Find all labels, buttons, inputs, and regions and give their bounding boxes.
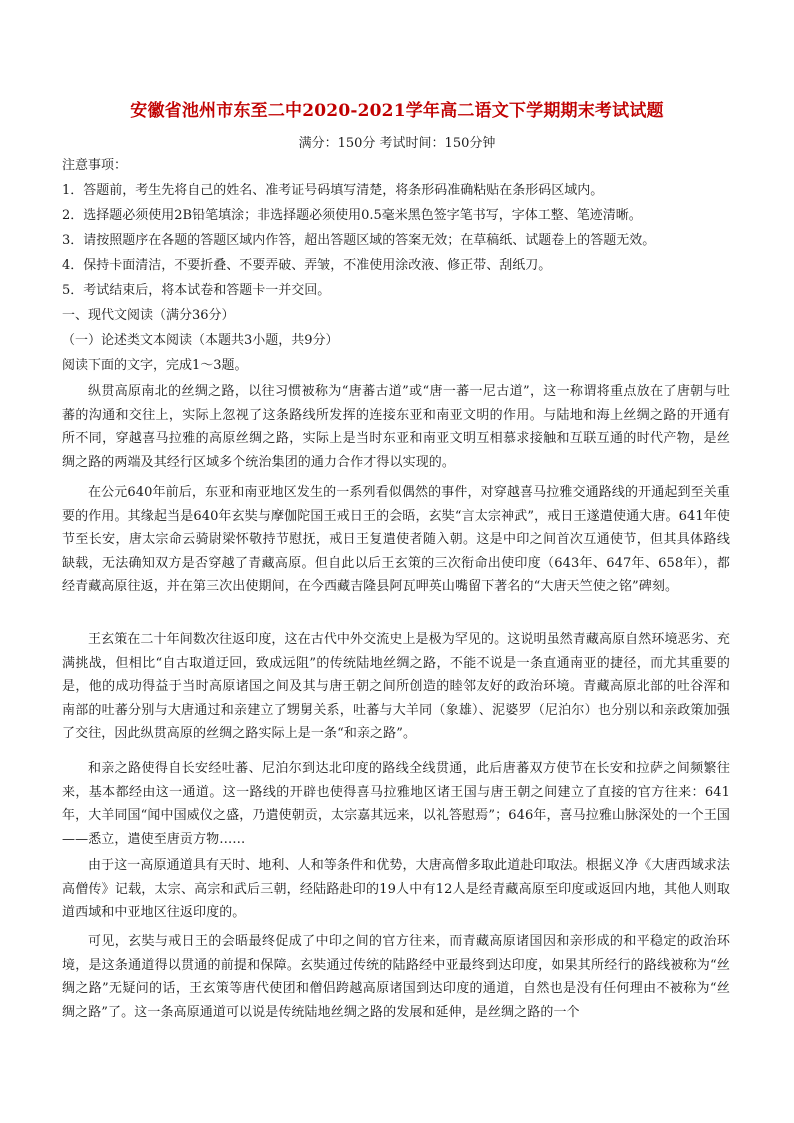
score-and-time: 满分：150分 考试时间：150分钟 [298, 136, 496, 151]
passage-paragraph: 王玄策在二十年间数次往返印度，这在古代中外交流史上是极为罕见的。这说明虽然青藏高原自然环境恶劣、充满挑战，但相比“自古取道迂回，致成远阻”的传统陆地丝绸之路，不能不说是一条直通南亚的捷径，而尤其重要的是，他的成功得益于当时高原诸国之间及其与唐王朝之间所创造的睦邻友好的政治环境。青藏高原北部的吐谷浑和南部的吐蕃分别与大唐通过和亲建立了甥舅关系，吐蕃与大羊同（象雄）、泥婆罗（尼泊尔）也分别以和亲政策加强了交往，因此纵贯高原的丝绸之路实际上是一条“和亲之路”。 [62, 632, 730, 742]
note-item: 1．答题前，考生先将自己的姓名、准考证号码填写清楚，将条形码准确粘贴在条形码区域内。 [62, 183, 604, 198]
passage-paragraph: 纵贯高原南北的丝绸之路，以往习惯被称为“唐蕃古道”或“唐一蕃一尼古道”，这一称谓将重点放在了唐朝与吐蕃的沟通和交往上，实际上忽视了这条路线所发挥的连接东亚和南亚文明的作用。与陆地和海上丝绸之路的开通有所不同，穿越喜马拉雅的高原丝绸之路，实际上是当时东亚和南亚文明互相慕求接触和互联互通的时代产物，是丝绸之路的两端及其经行区域多个统治集团的通力合作才得以实现的。 [62, 384, 730, 470]
passage-paragraph: 和亲之路使得自长安经吐蕃、尼泊尔到达北印度的路线全线贯通，此后唐蕃双方使节在长安和拉萨之间频繁往来，基本都经由这一通道。这一路线的开辟也使得喜马拉雅地区诸王国与唐王朝之间建立了直接的官方往来：641年，大羊同国“闻中国威仪之盛，乃遣使朝贡，太宗嘉其远来，以礼答慰焉”；646年，喜马拉雅山脉深处的一个王国——悉立，遣使至唐贡方物…… [62, 761, 730, 847]
note-item: 2．选择题必须使用2B铅笔填涂；非选择题必须使用0.5毫米黑色签字笔书写，字体工整、笔迹清晰。 [62, 208, 642, 223]
note-item: 4．保持卡面清洁，不要折叠、不要弄破、弄皱，不准使用涂改液、修正带、刮纸刀。 [62, 258, 552, 273]
note-item: 3．请按照题序在各题的答题区域内作答，超出答题区域的答案无效；在草稿纸、试题卷上的答题无效。 [62, 233, 656, 248]
notes-heading: 注意事项： [62, 158, 128, 173]
document-title: 安徽省池州市东至二中2020-2021学年高二语文下学期期末考试试题 [130, 101, 664, 121]
passage-paragraph: 可见，玄奘与戒日王的会晤最终促成了中印之间的官方往来，而青藏高原诸国因和亲形成的和平稳定的政治环境，是这条通道得以贯通的前提和保障。玄奘通过传统的陆路经中亚最终到达印度，如果其所经行的路线被称为“丝绸之路”无疑问的话，王玄策等唐代使团和僧侣跨越高原诸国到达印度的通道，自然也是没有任何理由不被称为“丝绸之路”了。这一条高原通道可以说是传统陆地丝绸之路的发展和延伸，是丝绸之路的一个 [62, 934, 730, 1020]
passage-paragraph: 由于这一高原通道具有天时、地利、人和等条件和优势，大唐高僧多取此道赴印取法。根据义净《大唐西域求法高僧传》记载，太宗、高宗和武后三朝，经陆路赴印的19人中有12人是经青藏高原至印度或返回内地，其他人则取道西域和中亚地区往返印度的。 [62, 858, 730, 921]
subsection-heading: （一）论述类文本阅读（本题共3小题，共9分） [62, 333, 339, 348]
note-item: 5．考试结束后，将本试卷和答题卡一并交回。 [62, 283, 331, 298]
passage-paragraph: 在公元640年前后，东亚和南亚地区发生的一系列看似偶然的事件，对穿越喜马拉雅交通路线的开通起到至关重要的作用。其缘起当是640年玄奘与摩伽陀国王戒日王的会晤，玄奘“言太宗神武”，戒日王遂遣使通大唐。641年使节至长安，唐太宗命云骑尉梁怀敬持节慰抚，戒日王复遣使者随入朝。这是中印之间首次互通使节，但其具体路线缺载，无法确知双方是否穿越了青藏高原。但自此以后王玄策的三次衔命出使印度（643年、647年、658年），都经青藏高原往返，并在第三次出使期间，在今西藏吉隆县阿瓦呷英山嘴留下著名的“大唐天竺使之铭”碑刻。 [62, 485, 730, 595]
section-heading: 一、现代文阅读（满分36分） [62, 308, 235, 323]
reading-instruction: 阅读下面的文字，完成1～3题。 [62, 358, 248, 373]
notes-section [62, 155, 734, 377]
